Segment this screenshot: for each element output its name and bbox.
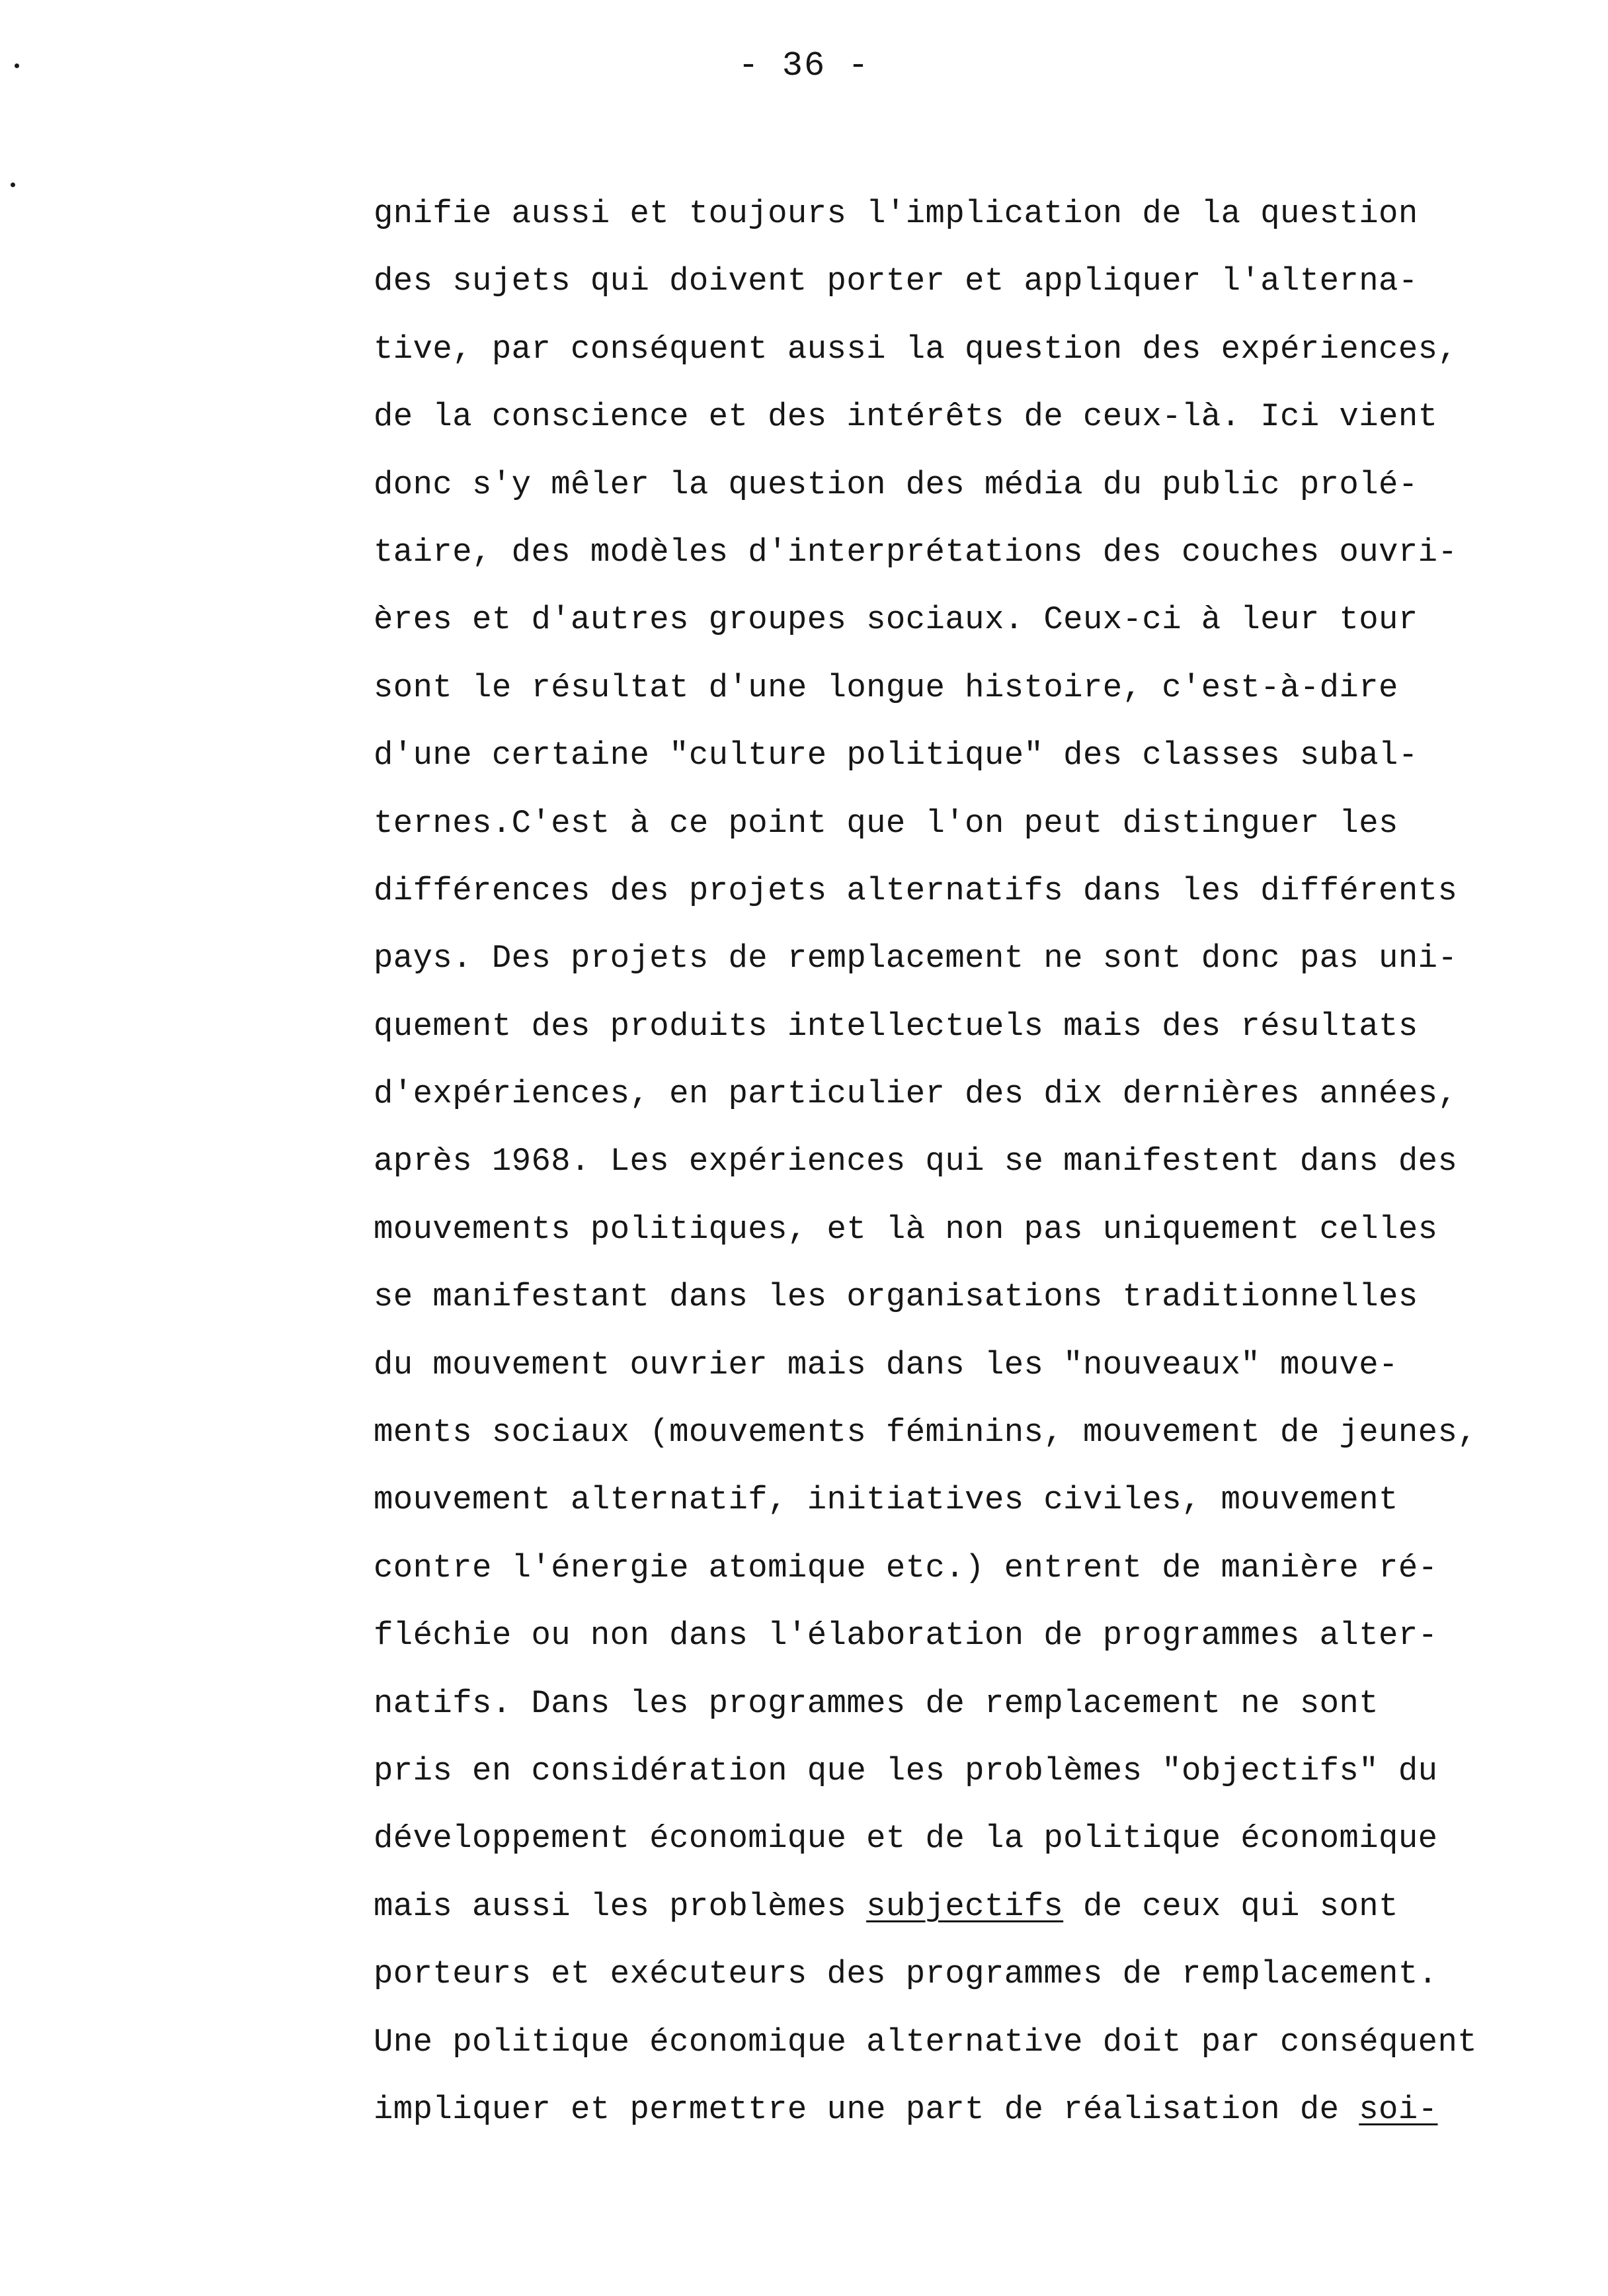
text-line: donc s'y mêler la question des média du public prolé- bbox=[374, 466, 1418, 503]
text-line: tive, par conséquent aussi la question des expériences, bbox=[374, 330, 1458, 368]
text-line: après 1968. Les expériences qui se manifestent dans des bbox=[374, 1143, 1458, 1180]
text-line: porteurs et exécuteurs des programmes de remplacement. bbox=[374, 1955, 1438, 1993]
text-line: contre l'énergie atomique etc.) entrent de manière ré- bbox=[374, 1549, 1438, 1586]
text-line: ères et d'autres groupes sociaux. Ceux-ci à leur tour bbox=[374, 601, 1418, 639]
text-line: sont le résultat d'une longue histoire, c'est-à-dire bbox=[374, 669, 1398, 706]
underlined-word: subjectifs bbox=[866, 1887, 1064, 1925]
margin-speck bbox=[11, 183, 15, 187]
text-line: fléchie ou non dans l'élaboration de programmes alter- bbox=[374, 1617, 1438, 1655]
line-text: de ceux qui sont bbox=[1063, 1887, 1398, 1925]
margin-speck bbox=[15, 63, 19, 68]
text-line: taire, des modèles d'interprétations des couches ouvri- bbox=[374, 533, 1458, 571]
text-line: natifs. Dans les programmes de remplacement ne sont bbox=[374, 1684, 1379, 1722]
text-line: quement des produits intellectuels mais des résultats bbox=[374, 1007, 1418, 1045]
text-line: du mouvement ouvrier mais dans les "nouveaux" mouve- bbox=[374, 1346, 1398, 1383]
text-line: développement économique et de la politique économique bbox=[374, 1820, 1438, 1858]
text-line: Une politique économique alternative doit par conséquent bbox=[374, 2023, 1478, 2061]
text-line bbox=[374, 2076, 1564, 2143]
text-line: ments sociaux (mouvements féminins, mouvement de jeunes, bbox=[374, 1414, 1478, 1452]
text-line: pays. Des projets de remplacement ne sont donc pas uni- bbox=[374, 940, 1458, 977]
line-text: impliquer et permettre une part de réalisation de bbox=[374, 2090, 1359, 2128]
text-line: mouvement alternatif, initiatives civiles, mouvement bbox=[374, 1481, 1398, 1519]
text-line: ternes.C'est à ce point que l'on peut distinguer les bbox=[374, 804, 1398, 842]
text-line bbox=[374, 1873, 1564, 1940]
text-line: se manifestant dans les organisations traditionnelles bbox=[374, 1278, 1418, 1316]
text-line: différences des projets alternatifs dans les différents bbox=[374, 872, 1458, 909]
text-line: d'une certaine "culture politique" des classes subal- bbox=[374, 737, 1418, 774]
line-text: mais aussi les problèmes bbox=[374, 1887, 867, 1925]
text-line: pris en considération que les problèmes "objectifs" du bbox=[374, 1752, 1438, 1789]
text-line: mouvements politiques, et là non pas uniquement celles bbox=[374, 1210, 1438, 1248]
underlined-word: soi- bbox=[1359, 2090, 1438, 2128]
text-line: des sujets qui doivent porter et appliquer l'alterna- bbox=[374, 263, 1418, 300]
page-number: - 36 - bbox=[738, 46, 870, 85]
body-text bbox=[374, 180, 1564, 2143]
text-line: gnifie aussi et toujours l'implication de la question bbox=[374, 195, 1418, 232]
text-line: de la conscience et des intérêts de ceux-là. Ici vient bbox=[374, 398, 1438, 436]
text-line: d'expériences, en particulier des dix dernières années, bbox=[374, 1075, 1458, 1113]
